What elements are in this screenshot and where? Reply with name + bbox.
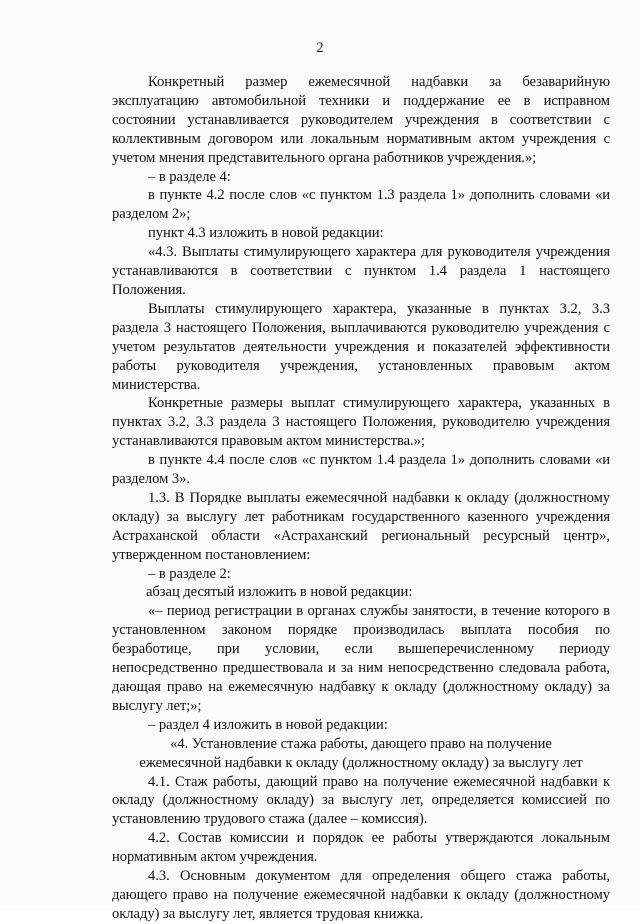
paragraph-4-1: 4.1. Стаж работы, дающий право на получение ежемесячной надбавки к окладу (должностному окладу) за выслугу лет, определяется комиссией по установлению трудового стажа (далее – комиссия). (112, 773, 610, 828)
paragraph-4-3: 4.3. Основным документом для определения общего стажа работы, дающего право на получение ежемесячной надбавки к окладу (должностному окладу) за выслугу лет, является трудовая книжка. (112, 868, 610, 922)
paragraph-tenth-abzac: абзац десятый изложить в новой редакции: (146, 584, 413, 601)
paragraph-section-2: – в разделе 2: (148, 565, 231, 582)
paragraph-item-4-3-intro: пункт 4.3 изложить в новой редакции: (148, 225, 384, 242)
paragraph-section-4-new: – раздел 4 изложить в новой редакции: (148, 716, 388, 733)
paragraph-registration-period: «– период регистрации в органах службы занятости, в течение которого в установленном законом порядке производилась выплата пособия по безработице, при условии, если вышеперечисленному периоду непосредственно предшествовала и за ним непосредственно следовала работа, дающая право на ежемесячную надбавку к окладу (должностному окладу) за выслугу лет;»; (112, 603, 610, 714)
paragraph-bonus-amount: Конкретный размер ежемесячной надбавки за безаварийную эксплуатацию автомобильной техники и поддержание ее в исправном состоянии устанавливается руководителем учреждения в соответствии с коллективным договором или локальным нормативным актом учреждения с учетом мнения представительного органа работников учреждения.»; (112, 74, 610, 166)
section-heading: «4. Установление стажа работы, дающего право на получение ежемесячной надбавки к окладу (должностному окладу) за выслугу лет (139, 735, 583, 771)
paragraph-1-3-order: 1.3. В Порядке выплаты ежемесячной надбавки к окладу (должностному окладу) за выслугу лет работникам государственного казенного учреждения Астраханской области «Астраханский региональный ресурсный центр», утвержденном постановлением: (112, 489, 610, 563)
paragraph-stimulating-payments: Выплаты стимулирующего характера, указанные в пунктах 3.2, 3.3 раздела 3 настоящего Положения, выплачиваются руководителю учреждения с учетом результатов деятельности учреждения и показателей эффективности работы руководителя учреждения, установленных правовым актом министерства. (112, 300, 610, 393)
paragraph-item-4-3-text: «4.3. Выплаты стимулирующего характера для руководителя учреждения устанавливаются в соответствии с пунктом 1.4 раздела 1 настоящего Положения. (112, 244, 610, 298)
paragraph-specific-payments: Конкретные размеры выплат стимулирующего характера, указанных в пунктах 3.2, 3.3 раздела 3 настоящего Положения, руководителю учреждения устанавливаются правовым актом министерства.»; (112, 395, 610, 450)
paragraph-item-4-2: в пункте 4.2 после слов «с пунктом 1.3 раздела 1» дополнить словами «и разделом 2»; (112, 187, 610, 223)
paragraph-4-2: 4.2. Состав комиссии и порядок ее работы утверждаются локальным нормативным актом учреждения. (112, 830, 610, 866)
paragraph-item-4-4: в пункте 4.4 после слов «с пунктом 1.4 раздела 1» дополнить словами «и разделом 3». (112, 452, 610, 488)
page-number: 2 (316, 40, 324, 56)
paragraph-section-4: – в разделе 4: (148, 168, 231, 185)
document-body (112, 73, 610, 924)
